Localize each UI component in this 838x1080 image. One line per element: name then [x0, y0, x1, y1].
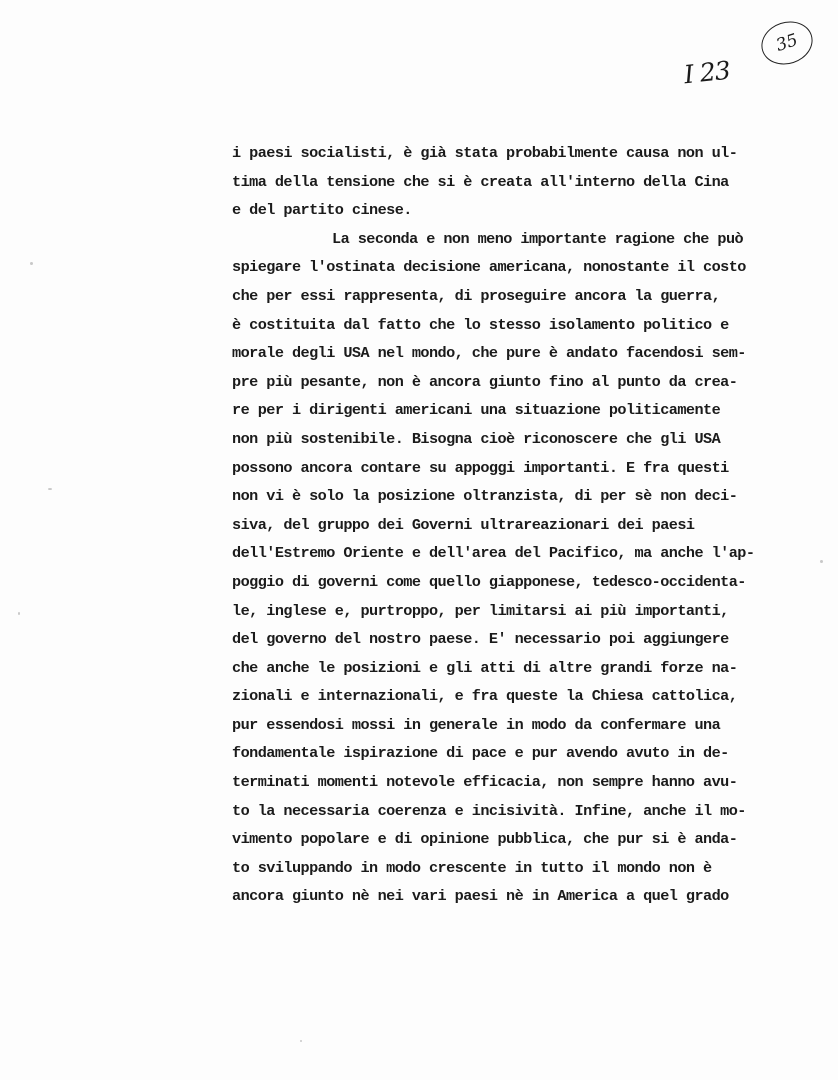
- text-line: re per i dirigenti americani una situazione politicamente: [232, 401, 721, 420]
- page-number-text: 35: [773, 30, 801, 56]
- text-line: possono ancora contare su appoggi importanti. E fra questi: [232, 458, 729, 477]
- scan-speck: [48, 488, 52, 490]
- text-line: è costituita dal fatto che lo stesso isolamento politico e: [232, 315, 729, 334]
- text-line: spiegare l'ostinata decisione americana, nonostante il costo: [232, 258, 746, 277]
- text-line: tima della tensione che si è creata all'interno della Cina: [232, 172, 729, 191]
- scan-speck: [18, 612, 20, 615]
- handwritten-archive-mark: I 23: [682, 55, 732, 90]
- text-line: terminati momenti notevole efficacia, non sempre hanno avu-: [232, 773, 738, 792]
- text-line: non più sostenibile. Bisogna cioè riconoscere che gli USA: [232, 429, 721, 448]
- text-line: siva, del gruppo dei Governi ultrareazionari dei paesi: [232, 515, 695, 534]
- text-line: vimento popolare e di opinione pubblica, che pur si è anda-: [232, 830, 738, 849]
- text-line: dell'Estremo Oriente e dell'area del Pacifico, ma anche l'ap-: [232, 544, 755, 563]
- text-line: i paesi socialisti, è già stata probabilmente causa non ul-: [232, 144, 738, 162]
- text-line: e del partito cinese.: [232, 201, 412, 220]
- text-line: non vi è solo la posizione oltranzista, di per sè non deci-: [232, 487, 738, 506]
- text-line: le, inglese e, purtroppo, per limitarsi ai più importanti,: [232, 601, 729, 620]
- scan-speck: [820, 560, 823, 563]
- text-line: morale degli USA nel mondo, che pure è andato facendosi sem-: [232, 344, 746, 363]
- handwritten-page-number: [756, 15, 818, 71]
- text-line: ancora giunto nè nei vari paesi nè in America a quel grado: [232, 887, 729, 906]
- text-line: to la necessaria coerenza e incisività. Infine, anche il mo-: [232, 801, 746, 820]
- text-line: zionali e internazionali, e fra queste la Chiesa cattolica,: [232, 687, 738, 706]
- scan-speck: [30, 262, 33, 265]
- text-line: che per essi rappresenta, di proseguire ancora la guerra,: [232, 286, 721, 305]
- text-line: pur essendosi mossi in generale in modo da confermare una: [232, 715, 721, 734]
- text-line: del governo del nostro paese. E' necessario poi aggiungere: [232, 630, 729, 649]
- text-line: poggio di governi come quello giapponese, tedesco-occidenta-: [232, 572, 746, 591]
- typewritten-body-text: [232, 139, 832, 911]
- scan-speck: [300, 1040, 302, 1042]
- text-line: fondamentale ispirazione di pace e pur avendo avuto in de-: [232, 744, 729, 763]
- text-line: to sviluppando in modo crescente in tutto il mondo non è: [232, 858, 712, 877]
- text-line: pre più pesante, non è ancora giunto fino al punto da crea-: [232, 372, 738, 391]
- text-line: che anche le posizioni e gli atti di altre grandi forze na-: [232, 658, 738, 677]
- paragraph-start-line: La seconda e non meno importante ragione che può: [332, 229, 744, 248]
